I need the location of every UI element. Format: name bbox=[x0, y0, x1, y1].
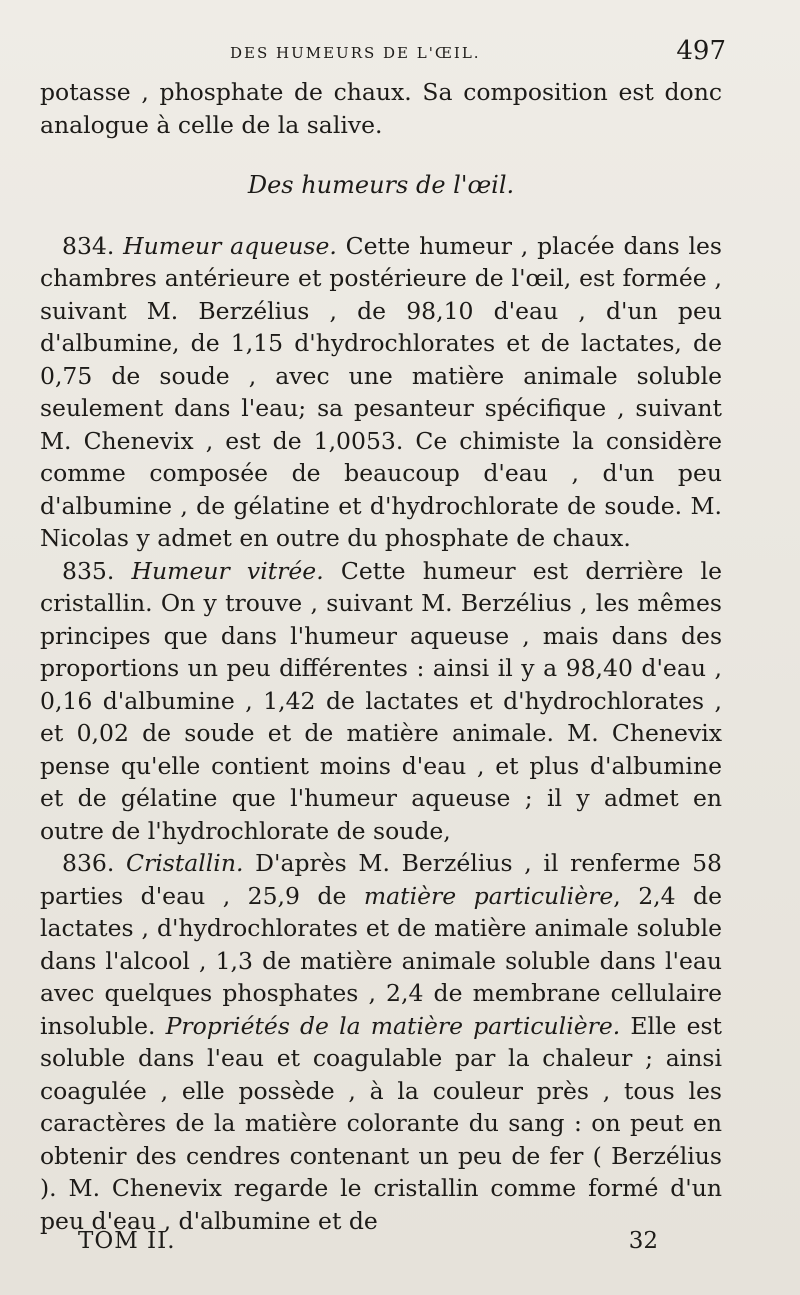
paragraph-number: 834. bbox=[62, 231, 115, 260]
paragraph-term: Humeur aqueuse. bbox=[123, 231, 337, 260]
paragraph-text: Cette humeur , placée dans les chambres antérieure et postérieure de l'œil, est formée , suivant M. Berzélius , de 98,10 d'eau , d'un peu d'albumine, de 1,15 d'hydrochlorates et de lactates, de 0,75 de soude , avec une matière animale soluble seulement dans l'eau; sa pesanteur spécifique , suivant M. Chenevix , est de 1,0053. Ce chimiste la considère comme composée de beaucoup d'eau , d'un peu d'albumine , de gélatine et d'hydrochlorate de soude. M. Nicolas y admet en outre du phosphate de chaux. bbox=[40, 231, 722, 552]
paragraph-text: D'après M. Berzélius , il renferme 58 parties d'eau , 25,9 de bbox=[40, 849, 722, 910]
inline-term: matière particulière bbox=[363, 881, 614, 910]
tome-label: TOM II. bbox=[78, 1228, 176, 1254]
paragraph-number: 836. bbox=[62, 849, 115, 877]
opening-paragraph: potasse , phosphate de chaux. Sa composition est donc analogue à celle de la salive. bbox=[40, 78, 722, 139]
running-title: DES HUMEURS DE L'ŒIL. bbox=[230, 44, 481, 62]
paragraph-836 bbox=[40, 847, 722, 1237]
paragraph-835 bbox=[40, 555, 722, 848]
paragraph-number: 835. bbox=[62, 556, 115, 585]
signature-mark: 32 bbox=[628, 1228, 658, 1254]
paragraph-834 bbox=[40, 230, 722, 555]
section-title: Des humeurs de l'œil. bbox=[247, 171, 515, 199]
inline-term: Propriétés de la matière particulière. bbox=[165, 1011, 621, 1040]
paragraph-term: Cristallin. bbox=[126, 849, 244, 877]
paragraph-text: , 2,4 de lactates , d'hydrochlorates et de matière animale soluble dans l'alcool , 1,3 de matière animale soluble dans l'eau avec quelques phosphates , 2,4 de membrane cellulaire insoluble. bbox=[40, 881, 722, 1040]
page-header bbox=[40, 32, 726, 76]
page-body bbox=[40, 76, 722, 1237]
paragraph-text: Elle est soluble dans l'eau et coagulable par la chaleur ; ainsi coagulée , elle possède , à la couleur près , tous les caractères de la matière colorante du sang : on peut en obtenir des cendres contenant un peu de fer ( Berzélius ). M. Chenevix regarde le cristallin comme formé d'un peu d'eau , d'albumine et de bbox=[40, 1011, 722, 1235]
paragraph-text: Cette humeur est derrière le cristallin. On y trouve , suivant M. Berzélius , les mêmes principes que dans l'humeur aqueuse , mais dans des proportions un peu différentes : ainsi il y a 98,40 d'eau , 0,16 d'albumine , 1,42 de lactates et d'hydrochlorates , et 0,02 de soude et de matière animale. M. Chenevix pense qu'elle contient moins d'eau , et plus d'albumine et de gélatine que l'humeur aqueuse ; il y admet en outre de l'hydrochlorate de soude, bbox=[40, 556, 722, 845]
page-number: 497 bbox=[676, 36, 726, 66]
paragraph-term: Humeur vitrée. bbox=[131, 556, 324, 585]
